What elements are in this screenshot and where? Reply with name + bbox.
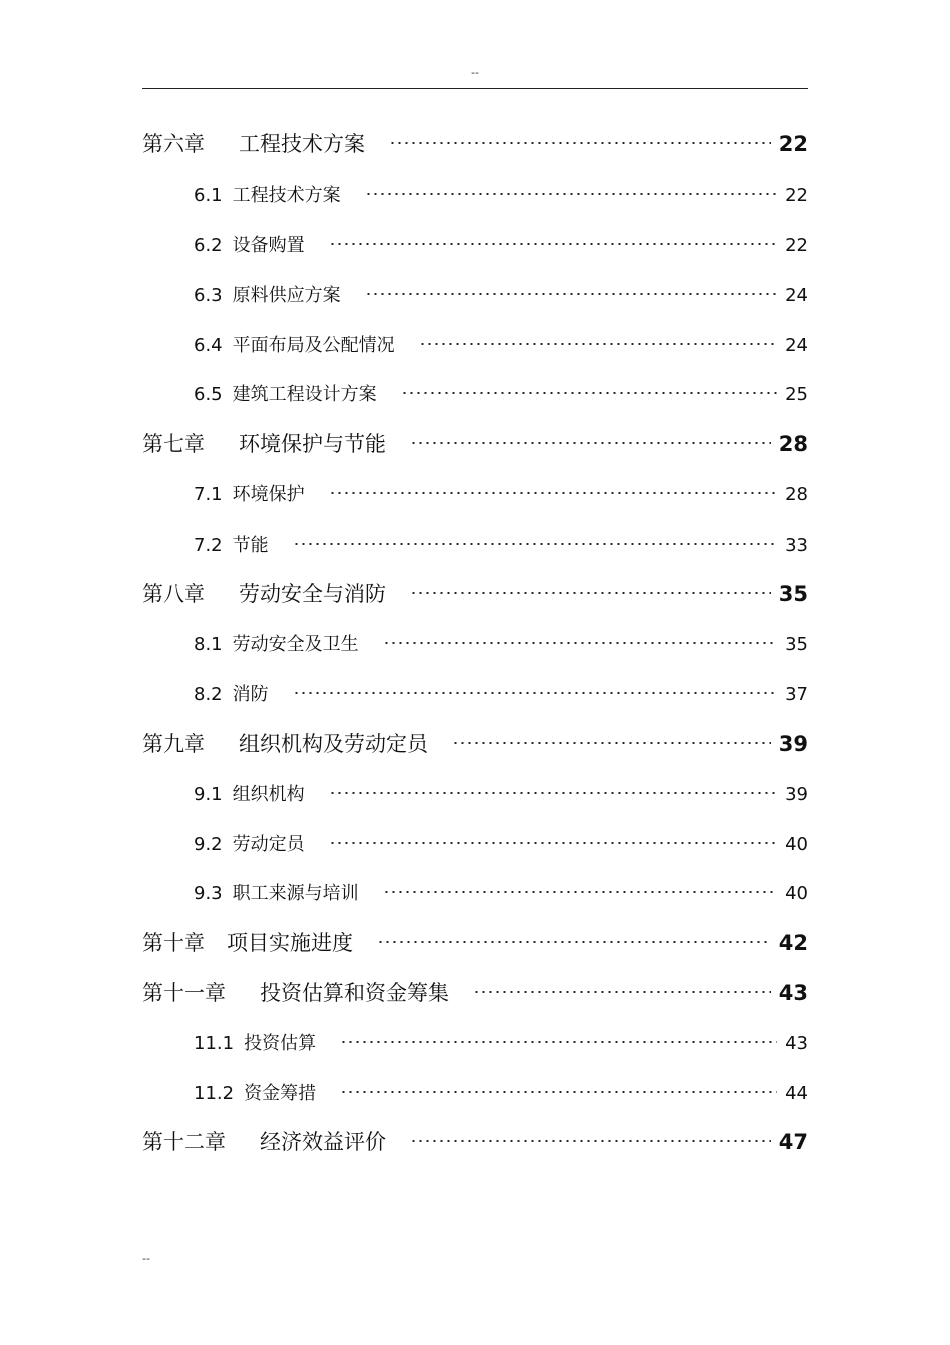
dot-leader xyxy=(383,891,777,893)
dot-leader xyxy=(410,592,771,594)
dot-leader xyxy=(329,243,777,245)
entry-page-number: 37 xyxy=(785,684,808,705)
entry-title: 平面布局及公配情况 xyxy=(232,335,395,356)
entry-page-number: 22 xyxy=(785,185,808,206)
dot-leader xyxy=(452,742,771,744)
entry-title: 节能 xyxy=(232,535,269,556)
dot-leader xyxy=(377,941,771,943)
entry-number: 9.3 xyxy=(194,883,223,904)
entry-number: 6.4 xyxy=(194,335,223,356)
entry-page-number: 39 xyxy=(778,732,808,756)
toc-entry[interactable] xyxy=(142,780,808,806)
entry-number: 9.2 xyxy=(194,834,223,855)
entry-title: 工程技术方案 xyxy=(232,185,341,206)
toc-entry[interactable] xyxy=(142,680,808,706)
entry-page-number: 33 xyxy=(785,535,808,556)
toc-entry[interactable] xyxy=(142,1079,808,1105)
dot-leader xyxy=(293,543,777,545)
entry-title: 经济效益评价 xyxy=(260,1130,386,1154)
entry-title: 劳动定员 xyxy=(232,834,305,855)
dot-leader xyxy=(329,842,777,844)
dot-leader xyxy=(340,1041,777,1043)
dot-leader xyxy=(410,1140,771,1142)
entry-page-number: 22 xyxy=(778,132,808,156)
dot-leader xyxy=(365,293,777,295)
entry-number: 7.2 xyxy=(194,535,223,556)
dot-leader xyxy=(383,642,777,644)
dot-leader xyxy=(473,991,771,993)
entry-title: 投资估算和资金筹集 xyxy=(260,981,449,1005)
entry-page-number: 35 xyxy=(778,582,808,606)
entry-page-number: 22 xyxy=(785,235,808,256)
entry-page-number: 25 xyxy=(785,384,808,405)
entry-title: 建筑工程设计方案 xyxy=(232,384,377,405)
dot-leader xyxy=(410,442,771,444)
entry-title: 职工来源与培训 xyxy=(232,883,359,904)
entry-number: 11.2 xyxy=(194,1083,235,1104)
entry-title: 劳动安全及卫生 xyxy=(232,634,359,655)
toc-entry[interactable] xyxy=(142,231,808,257)
entry-number: 6.5 xyxy=(194,384,223,405)
page-header-mark: -- xyxy=(471,66,479,79)
entry-title: 原料供应方案 xyxy=(232,285,341,306)
dot-leader xyxy=(401,392,777,394)
entry-page-number: 43 xyxy=(785,1033,808,1054)
toc-entry[interactable] xyxy=(142,331,808,357)
entry-number: 6.1 xyxy=(194,185,223,206)
entry-title: 组织机构及劳动定员 xyxy=(239,732,428,756)
dot-leader xyxy=(365,193,777,195)
toc-entry[interactable] xyxy=(142,281,808,307)
toc-entry[interactable] xyxy=(142,1029,808,1055)
entry-number: 第八章 xyxy=(142,582,205,606)
toc-entry[interactable] xyxy=(142,1126,808,1156)
entry-title: 项目实施进度 xyxy=(227,931,353,955)
dot-leader xyxy=(329,492,777,494)
entry-number: 11.1 xyxy=(194,1033,235,1054)
dot-leader xyxy=(293,692,777,694)
dot-leader xyxy=(389,142,771,144)
toc-entry[interactable] xyxy=(142,830,808,856)
entry-number: 6.2 xyxy=(194,235,223,256)
entry-number: 6.3 xyxy=(194,285,223,306)
entry-title: 组织机构 xyxy=(232,784,305,805)
entry-title: 资金筹措 xyxy=(244,1083,317,1104)
entry-page-number: 40 xyxy=(785,883,808,904)
entry-number: 第十一章 xyxy=(142,981,226,1005)
entry-page-number: 44 xyxy=(785,1083,808,1104)
dot-leader xyxy=(340,1091,777,1093)
entry-title: 工程技术方案 xyxy=(239,132,365,156)
page-footer-mark: -- xyxy=(142,1252,150,1265)
entry-title: 劳动安全与消防 xyxy=(239,582,386,606)
entry-page-number: 28 xyxy=(785,484,808,505)
entry-number: 第九章 xyxy=(142,732,205,756)
entry-page-number: 24 xyxy=(785,335,808,356)
entry-page-number: 42 xyxy=(778,931,808,955)
header-rule xyxy=(142,88,808,89)
entry-page-number: 28 xyxy=(778,432,808,456)
entry-page-number: 47 xyxy=(778,1130,808,1154)
toc-entry[interactable] xyxy=(142,728,808,758)
toc-entry[interactable] xyxy=(142,380,808,406)
entry-number: 第十二章 xyxy=(142,1130,226,1154)
entry-number: 第十章 xyxy=(142,931,205,955)
entry-page-number: 35 xyxy=(785,634,808,655)
entry-page-number: 40 xyxy=(785,834,808,855)
entry-number: 第七章 xyxy=(142,432,205,456)
entry-title: 投资估算 xyxy=(244,1033,317,1054)
entry-number: 7.1 xyxy=(194,484,223,505)
toc-entry[interactable] xyxy=(142,630,808,656)
toc-entry[interactable] xyxy=(142,879,808,905)
dot-leader xyxy=(419,343,777,345)
toc-entry[interactable] xyxy=(142,181,808,207)
entry-title: 环境保护与节能 xyxy=(239,432,386,456)
toc-entry[interactable] xyxy=(142,128,808,158)
toc-entry[interactable] xyxy=(142,428,808,458)
toc-entry[interactable] xyxy=(142,927,808,957)
entry-number: 第六章 xyxy=(142,132,205,156)
entry-page-number: 24 xyxy=(785,285,808,306)
entry-title: 设备购置 xyxy=(232,235,305,256)
entry-number: 9.1 xyxy=(194,784,223,805)
entry-page-number: 39 xyxy=(785,784,808,805)
dot-leader xyxy=(329,792,777,794)
entry-title: 环境保护 xyxy=(232,484,305,505)
entry-number: 8.2 xyxy=(194,684,223,705)
entry-title: 消防 xyxy=(232,684,269,705)
toc-entry[interactable] xyxy=(142,480,808,506)
toc-entry[interactable] xyxy=(142,977,808,1007)
entry-page-number: 43 xyxy=(778,981,808,1005)
entry-number: 8.1 xyxy=(194,634,223,655)
toc-entry[interactable] xyxy=(142,531,808,557)
toc-entry[interactable] xyxy=(142,578,808,608)
